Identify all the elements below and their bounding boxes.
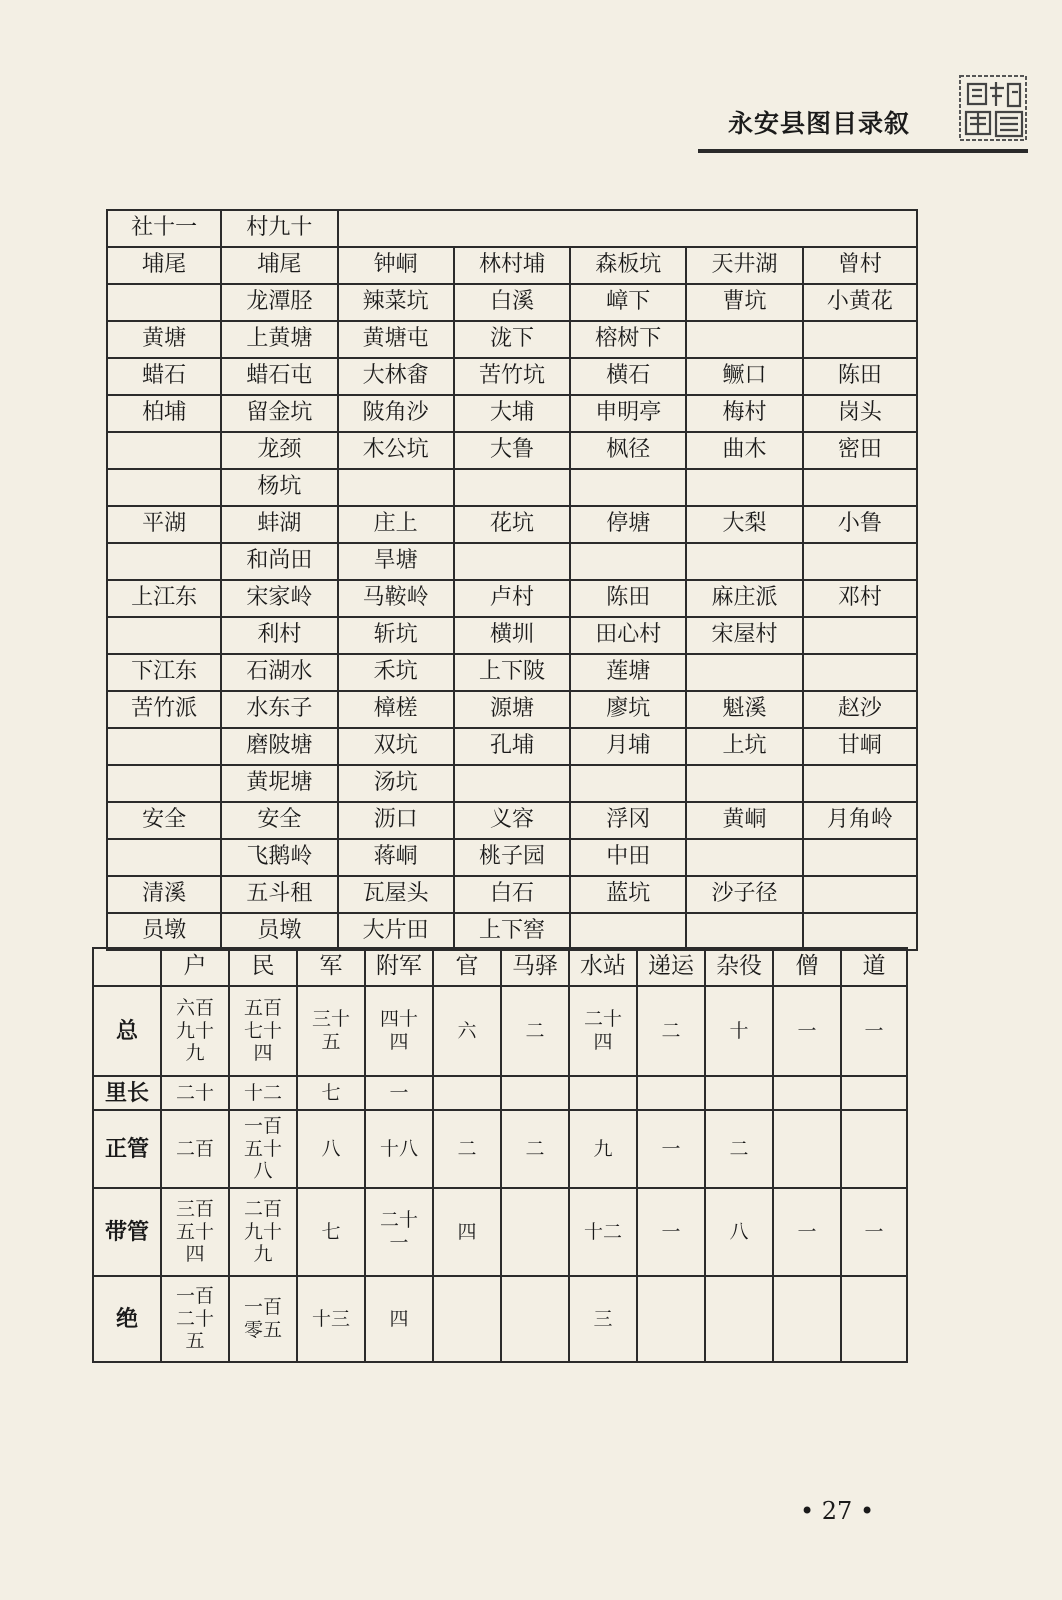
table-row xyxy=(107,876,917,913)
village-name-cell: 甘峒 xyxy=(803,728,917,765)
village-name-cell: 陂角沙 xyxy=(338,395,454,432)
count-part: 二十 xyxy=(379,1209,418,1232)
village-name-cell: 岗头 xyxy=(803,395,917,432)
village-name-cell xyxy=(570,469,686,506)
she-name-cell xyxy=(107,284,221,321)
count-part: 六 xyxy=(457,1019,477,1042)
count-cell xyxy=(297,1110,365,1188)
column-header: 递运 xyxy=(637,948,705,986)
table-row xyxy=(107,469,917,506)
count-cell xyxy=(637,1110,705,1188)
count-part: 九 xyxy=(593,1137,613,1160)
village-name-cell: 大片田 xyxy=(338,913,454,950)
count-part: 十二 xyxy=(243,1081,282,1104)
summary-row xyxy=(107,210,917,247)
empty-cell xyxy=(338,210,917,247)
count-cell xyxy=(705,1076,773,1110)
village-name-cell: 小黄花 xyxy=(803,284,917,321)
row-label: 绝 xyxy=(93,1276,161,1362)
count-part: 五十 xyxy=(243,1137,282,1160)
village-name-cell: 上下陂 xyxy=(454,654,570,691)
village-name-cell: 桃子园 xyxy=(454,839,570,876)
village-name-cell: 飞鹅岭 xyxy=(221,839,337,876)
village-name-cell xyxy=(686,469,802,506)
village-name-cell: 杨坑 xyxy=(221,469,337,506)
count-cell xyxy=(501,1076,569,1110)
village-name-cell: 大林畬 xyxy=(338,358,454,395)
village-name-cell xyxy=(686,913,802,950)
village-name-cell: 龙颈 xyxy=(221,432,337,469)
count-part: 二 xyxy=(525,1137,545,1160)
count-part: 一 xyxy=(389,1081,409,1104)
village-name-cell: 密田 xyxy=(803,432,917,469)
village-name-cell xyxy=(686,654,802,691)
village-name-cell: 磨陂塘 xyxy=(221,728,337,765)
she-name-cell: 黄塘 xyxy=(107,321,221,358)
village-name-cell: 宋屋村 xyxy=(686,617,802,654)
count-part: 一 xyxy=(797,1220,817,1243)
village-name-cell: 麻庄派 xyxy=(686,580,802,617)
village-name-cell: 邓村 xyxy=(803,580,917,617)
count-part: 四 xyxy=(593,1031,613,1053)
village-name-cell: 鳜口 xyxy=(686,358,802,395)
count-part: 十八 xyxy=(379,1137,418,1160)
village-name-cell: 钟峒 xyxy=(338,247,454,284)
village-name-cell xyxy=(803,321,917,358)
column-header xyxy=(93,948,161,986)
village-name-cell: 上黄塘 xyxy=(221,321,337,358)
count-part: 一 xyxy=(661,1220,681,1243)
village-name-cell: 宋家岭 xyxy=(221,580,337,617)
village-name-cell: 蓝坑 xyxy=(570,876,686,913)
village-name-cell: 黄坭塘 xyxy=(221,765,337,802)
count-cell xyxy=(297,1188,365,1276)
village-name-cell xyxy=(454,765,570,802)
village-name-cell: 曲木 xyxy=(686,432,802,469)
village-name-cell: 龙潭胫 xyxy=(221,284,337,321)
count-cell xyxy=(297,986,365,1076)
count-cell xyxy=(773,1188,841,1276)
village-name-cell: 白石 xyxy=(454,876,570,913)
count-part: 一百 xyxy=(175,1284,214,1307)
count-cell xyxy=(161,1188,229,1276)
column-header: 官 xyxy=(433,948,501,986)
count-cell xyxy=(841,1110,907,1188)
seal-stamp-icon xyxy=(958,74,1028,142)
count-cell xyxy=(705,1188,773,1276)
village-name-cell: 源塘 xyxy=(454,691,570,728)
she-name-cell: 柏埔 xyxy=(107,395,221,432)
count-part: 八 xyxy=(729,1220,749,1243)
count-cell xyxy=(161,1076,229,1110)
she-count-cell: 社十一 xyxy=(107,210,221,247)
count-part: 二百 xyxy=(175,1137,214,1160)
count-part: 四十 xyxy=(379,1008,418,1031)
village-name-cell xyxy=(803,913,917,950)
table-row xyxy=(93,1110,907,1188)
she-name-cell: 清溪 xyxy=(107,876,221,913)
count-part: 二 xyxy=(729,1137,749,1160)
table-row xyxy=(107,617,917,654)
count-cell xyxy=(161,1276,229,1362)
count-part: 三百 xyxy=(175,1197,214,1220)
count-part: 二 xyxy=(661,1019,681,1042)
village-name-cell: 安全 xyxy=(221,802,337,839)
count-part: 二十 xyxy=(583,1008,622,1031)
village-name-cell xyxy=(570,765,686,802)
village-name-cell: 苦竹坑 xyxy=(454,358,570,395)
header-row xyxy=(93,948,907,986)
village-name-cell: 大鲁 xyxy=(454,432,570,469)
village-name-cell: 小鲁 xyxy=(803,506,917,543)
village-name-cell: 员墩 xyxy=(221,913,337,950)
village-name-cell: 卢村 xyxy=(454,580,570,617)
count-cell xyxy=(229,1188,297,1276)
village-name-cell xyxy=(686,543,802,580)
village-name-cell xyxy=(686,839,802,876)
column-header: 道 xyxy=(841,948,907,986)
village-name-cell: 汤坑 xyxy=(338,765,454,802)
count-cell xyxy=(433,986,501,1076)
count-cell xyxy=(773,1276,841,1362)
village-name-cell: 花坑 xyxy=(454,506,570,543)
table-row xyxy=(107,358,917,395)
count-part: 八 xyxy=(253,1160,273,1183)
count-part: 四 xyxy=(389,1307,409,1330)
village-name-cell: 陈田 xyxy=(803,358,917,395)
count-cell xyxy=(501,1188,569,1276)
village-name-cell: 月埔 xyxy=(570,728,686,765)
count-part: 二百 xyxy=(243,1197,282,1220)
count-cell xyxy=(841,1276,907,1362)
count-cell xyxy=(841,1188,907,1276)
village-name-cell xyxy=(570,543,686,580)
village-name-cell: 陈田 xyxy=(570,580,686,617)
count-part: 六百 xyxy=(175,996,214,1019)
count-part: 四 xyxy=(253,1042,273,1065)
count-cell xyxy=(297,1076,365,1110)
count-cell xyxy=(841,986,907,1076)
she-name-cell: 安全 xyxy=(107,802,221,839)
count-part: 二十 xyxy=(175,1307,214,1330)
villages-table xyxy=(106,209,918,951)
village-name-cell: 曹坑 xyxy=(686,284,802,321)
village-name-cell: 蒋峒 xyxy=(338,839,454,876)
count-part: 一 xyxy=(389,1232,409,1254)
table-row xyxy=(93,1276,907,1362)
count-part: 八 xyxy=(321,1137,341,1160)
count-cell xyxy=(705,1276,773,1362)
count-cell xyxy=(501,1110,569,1188)
she-name-cell: 苦竹派 xyxy=(107,691,221,728)
village-name-cell: 双坑 xyxy=(338,728,454,765)
column-header: 民 xyxy=(229,948,297,986)
count-cell xyxy=(569,1076,637,1110)
table-row xyxy=(107,691,917,728)
village-name-cell: 横石 xyxy=(570,358,686,395)
table-row xyxy=(107,654,917,691)
village-name-cell xyxy=(686,321,802,358)
count-part: 一百 xyxy=(243,1296,282,1319)
table-row xyxy=(107,765,917,802)
count-cell xyxy=(297,1276,365,1362)
village-name-cell: 泷下 xyxy=(454,321,570,358)
column-header: 僧 xyxy=(773,948,841,986)
table-row xyxy=(93,1076,907,1110)
village-name-cell: 樟槎 xyxy=(338,691,454,728)
table-row xyxy=(107,913,917,950)
header-rule xyxy=(698,149,1028,153)
she-name-cell: 埔尾 xyxy=(107,247,221,284)
count-part: 五十 xyxy=(175,1220,214,1243)
count-cell xyxy=(161,986,229,1076)
count-part: 一 xyxy=(797,1019,817,1042)
count-cell xyxy=(433,1110,501,1188)
count-part: 二 xyxy=(457,1137,477,1160)
she-name-cell xyxy=(107,839,221,876)
she-name-cell: 蜡石 xyxy=(107,358,221,395)
village-name-cell xyxy=(338,469,454,506)
village-name-cell: 蚌湖 xyxy=(221,506,337,543)
count-part: 七 xyxy=(321,1220,341,1243)
column-header: 附军 xyxy=(365,948,433,986)
village-name-cell: 木公坑 xyxy=(338,432,454,469)
table-row xyxy=(107,247,917,284)
village-name-cell: 马鞍岭 xyxy=(338,580,454,617)
she-name-cell: 平湖 xyxy=(107,506,221,543)
count-cell xyxy=(433,1076,501,1110)
count-part: 七 xyxy=(321,1081,341,1104)
count-part: 十二 xyxy=(583,1220,622,1243)
count-cell xyxy=(637,986,705,1076)
count-part: 九十 xyxy=(175,1019,214,1042)
count-part: 九 xyxy=(185,1042,205,1065)
table-row xyxy=(107,321,917,358)
count-part: 五百 xyxy=(243,996,282,1019)
table-row xyxy=(107,580,917,617)
village-name-cell: 中田 xyxy=(570,839,686,876)
row-label: 里长 xyxy=(93,1076,161,1110)
she-name-cell xyxy=(107,469,221,506)
count-cell xyxy=(229,986,297,1076)
village-name-cell: 枫径 xyxy=(570,432,686,469)
village-name-cell: 赵沙 xyxy=(803,691,917,728)
count-cell xyxy=(637,1076,705,1110)
village-name-cell: 黄峒 xyxy=(686,802,802,839)
she-name-cell xyxy=(107,543,221,580)
count-part: 五 xyxy=(185,1330,205,1353)
count-cell xyxy=(841,1076,907,1110)
table-row xyxy=(107,506,917,543)
column-header: 水站 xyxy=(569,948,637,986)
village-name-cell: 廖坑 xyxy=(570,691,686,728)
village-name-cell xyxy=(803,765,917,802)
she-name-cell: 员墩 xyxy=(107,913,221,950)
village-name-cell xyxy=(803,543,917,580)
column-header: 马驿 xyxy=(501,948,569,986)
village-name-cell xyxy=(803,839,917,876)
count-cell xyxy=(773,1076,841,1110)
count-cell xyxy=(705,986,773,1076)
village-name-cell: 大梨 xyxy=(686,506,802,543)
count-cell xyxy=(773,986,841,1076)
count-cell xyxy=(433,1276,501,1362)
count-cell xyxy=(637,1188,705,1276)
column-header: 户 xyxy=(161,948,229,986)
page-title: 永安县图目录叙 xyxy=(728,109,911,138)
count-cell xyxy=(569,1276,637,1362)
column-header: 军 xyxy=(297,948,365,986)
table-row xyxy=(93,1188,907,1276)
count-cell xyxy=(365,986,433,1076)
village-name-cell: 石湖水 xyxy=(221,654,337,691)
village-name-cell: 上坑 xyxy=(686,728,802,765)
village-name-cell: 庄上 xyxy=(338,506,454,543)
village-name-cell: 和尚田 xyxy=(221,543,337,580)
village-name-cell: 禾坑 xyxy=(338,654,454,691)
village-name-cell: 林村埔 xyxy=(454,247,570,284)
column-header: 杂役 xyxy=(705,948,773,986)
she-name-cell: 下江东 xyxy=(107,654,221,691)
count-cell xyxy=(501,986,569,1076)
village-name-cell: 黄塘屯 xyxy=(338,321,454,358)
village-name-cell: 瓦屋头 xyxy=(338,876,454,913)
table-row xyxy=(107,432,917,469)
village-name-cell: 孔埔 xyxy=(454,728,570,765)
village-name-cell: 莲塘 xyxy=(570,654,686,691)
village-name-cell xyxy=(454,469,570,506)
village-name-cell: 停塘 xyxy=(570,506,686,543)
count-part: 四 xyxy=(389,1031,409,1053)
count-cell xyxy=(365,1076,433,1110)
village-name-cell: 森板坑 xyxy=(570,247,686,284)
she-name-cell xyxy=(107,765,221,802)
village-name-cell: 义容 xyxy=(454,802,570,839)
count-cell xyxy=(569,1188,637,1276)
count-cell xyxy=(705,1110,773,1188)
village-name-cell: 水东子 xyxy=(221,691,337,728)
village-name-cell: 横圳 xyxy=(454,617,570,654)
count-part: 五 xyxy=(321,1031,341,1053)
village-name-cell: 申明亭 xyxy=(570,395,686,432)
she-name-cell xyxy=(107,728,221,765)
she-name-cell xyxy=(107,617,221,654)
village-name-cell: 梅村 xyxy=(686,395,802,432)
count-part: 四 xyxy=(457,1220,477,1243)
village-name-cell: 旱塘 xyxy=(338,543,454,580)
village-name-cell: 嶂下 xyxy=(570,284,686,321)
village-name-cell: 蜡石屯 xyxy=(221,358,337,395)
she-name-cell xyxy=(107,432,221,469)
she-name-cell: 上江东 xyxy=(107,580,221,617)
village-name-cell: 五斗租 xyxy=(221,876,337,913)
count-cell xyxy=(365,1276,433,1362)
count-cell xyxy=(229,1276,297,1362)
count-part: 四 xyxy=(185,1243,205,1266)
village-name-cell: 埔尾 xyxy=(221,247,337,284)
count-cell xyxy=(229,1110,297,1188)
count-part: 零五 xyxy=(243,1319,282,1341)
count-part: 九十 xyxy=(243,1220,282,1243)
table-row xyxy=(93,986,907,1076)
village-name-cell: 天井湖 xyxy=(686,247,802,284)
count-part: 二 xyxy=(525,1019,545,1042)
village-name-cell: 魁溪 xyxy=(686,691,802,728)
village-name-cell xyxy=(454,543,570,580)
count-cell xyxy=(637,1276,705,1362)
row-label: 正管 xyxy=(93,1110,161,1188)
village-name-cell: 上下窖 xyxy=(454,913,570,950)
village-name-cell xyxy=(803,654,917,691)
village-name-cell xyxy=(803,876,917,913)
count-cell xyxy=(501,1276,569,1362)
table-row xyxy=(107,839,917,876)
village-name-cell: 沥口 xyxy=(338,802,454,839)
count-part: 三 xyxy=(593,1307,613,1330)
village-name-cell: 斩坑 xyxy=(338,617,454,654)
village-name-cell: 留金坑 xyxy=(221,395,337,432)
village-name-cell: 利村 xyxy=(221,617,337,654)
count-cell xyxy=(365,1188,433,1276)
count-part: 一 xyxy=(661,1137,681,1160)
village-name-cell: 辣菜坑 xyxy=(338,284,454,321)
households-table xyxy=(92,947,908,1363)
table-row xyxy=(107,284,917,321)
village-name-cell: 白溪 xyxy=(454,284,570,321)
count-cell xyxy=(433,1188,501,1276)
table-row xyxy=(107,802,917,839)
count-cell xyxy=(229,1076,297,1110)
row-label: 带管 xyxy=(93,1188,161,1276)
count-part: 七十 xyxy=(243,1019,282,1042)
village-name-cell: 月角岭 xyxy=(803,802,917,839)
table-row xyxy=(107,395,917,432)
village-name-cell: 曾村 xyxy=(803,247,917,284)
village-name-cell: 田心村 xyxy=(570,617,686,654)
village-name-cell: 沙子径 xyxy=(686,876,802,913)
table-row xyxy=(107,543,917,580)
count-cell xyxy=(569,986,637,1076)
count-part: 三十 xyxy=(311,1008,350,1031)
page-number: • 27 • xyxy=(800,1497,875,1525)
count-part: 一 xyxy=(864,1220,884,1243)
count-part: 一百 xyxy=(243,1114,282,1137)
cun-count-cell: 村九十 xyxy=(221,210,337,247)
village-name-cell xyxy=(686,765,802,802)
row-label: 总 xyxy=(93,986,161,1076)
table-row xyxy=(107,728,917,765)
count-part: 十 xyxy=(729,1019,749,1042)
count-cell xyxy=(161,1110,229,1188)
village-name-cell: 榕树下 xyxy=(570,321,686,358)
count-cell xyxy=(365,1110,433,1188)
count-part: 一 xyxy=(864,1019,884,1042)
village-name-cell xyxy=(803,617,917,654)
village-name-cell xyxy=(570,913,686,950)
count-part: 十三 xyxy=(311,1307,350,1330)
village-name-cell xyxy=(803,469,917,506)
count-part: 二十 xyxy=(175,1081,214,1104)
count-cell xyxy=(773,1110,841,1188)
village-name-cell: 大埔 xyxy=(454,395,570,432)
count-part: 九 xyxy=(253,1243,273,1266)
village-name-cell: 浮冈 xyxy=(570,802,686,839)
count-cell xyxy=(569,1110,637,1188)
